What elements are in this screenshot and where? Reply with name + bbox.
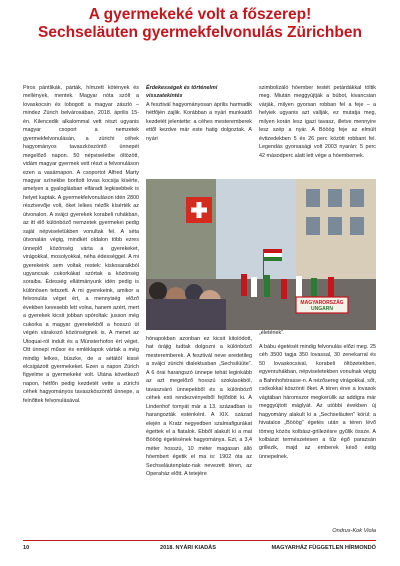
issue-label: 2018. NYÁRI KIADÁS xyxy=(160,545,216,551)
swiss-flag-icon xyxy=(186,197,212,223)
parade-photo xyxy=(146,179,376,330)
column-3-top-text: szimbolizáló hóember testét petárdákkal töltik meg. Miután meggyújtják a búbot, kivancsian várják, milyen gyorsan robban fel a feje – a helyiek ugyanis azt vallják, ez mutatja meg, milyen korán lesz igazi tavasz, illetve mennyire lesz szép a nyár. A Bööög feje az elmúlt évtizedekben 5 és 26 perc között robbant fel. Legendás gyorsasági volt 2003 nyarán: 5 perc 42 másodperc alatt lett vége a hóembernek. xyxy=(259,85,376,159)
column-3-top xyxy=(259,84,376,176)
column-2-bottom-text: hónapokban azonban ez kicsit kitolódott, hat órájig tudtak dolgozni a különböző mesteremberek. A fesztivál neve eredetileg a svájci zürichi dialektusban „Sechsilüüte”. A 6 órai harangszó ünnepe tehát leginkább az azt megelőző hosszú szokásokból, tavaszváró ünnepekből és a különböző céhek esti rendezvényeiből fejlődött ki. A Lindenhof tornyát már a 13. században is harangozták esténként. A XIX. század elején a Kratz negyedben szalmafigurákat égettek el a fiatalok. Ebből alakult ki a mai Bööög égetésének hagyománya. Ezt, a 3,4 méter hosszú, 10 méter magasan álló hóembert égetik el ma is: 1902 óta az Sechseläutenplatz-nak nevezett téren, az Operaház előtt. A tetejére xyxy=(146,336,252,478)
svg-text:UNGARN: UNGARN xyxy=(311,306,333,312)
parade-photo-illustration xyxy=(146,179,376,330)
section-heading: Érdekességek és történelmi visszatekintés xyxy=(146,85,218,100)
footer-divider xyxy=(23,540,376,541)
column-2-bottom xyxy=(146,335,252,540)
column-2-top-text: A fesztivál hagyományosan április harmadik hétfőjén zajlik. Korábban a nyári munkaidő kezdetét jelentette: a céhes mesteremberek ettől kezdve már este hatig dolgoztak. A nyári xyxy=(146,101,252,142)
article-title-line2: Sechseläuten gyermekfelvonulás Zürichben xyxy=(38,24,362,41)
article-title-line1: A gyermekeké volt a főszerep! xyxy=(88,6,312,23)
column-3-lead: „életének”. xyxy=(259,330,285,336)
column-1-text: Piros pántlikák, párták, hímzett kötények és mellények, mentek. Magyar nóta szólt a lovaskocsin és lobogott a magyar zászló – mindez Zürich belvárosában, 2018. április 15-én. Kilencedik alkalommal vett részt ugyanis magyar csoport a nemzetek gyermekfelvonulásán, a zürichi céhek hagyományos tavaszköszöntő ünnepét megelőző napon. 50 népviseletbe öltözött, vidám magyar gyermek vett részt a felvonuláson ezen a vasárnapon. A csoportot Alfred Marty magyar színekbe borított lovas kocsija kísérte, amelyen a gyaloglásban elfáradt legkisebbek is helyet kaptak. A gyermekfelvonuláson idén 2800 résztvevője volt, öket lelkes nézők kísérték az útvonalon. A svájci gyerekek korabeli ruhákban, az itt élő különböző nemzetek gyermekei pedig saját népviseletükben vonultak fel. A séta útvonalán végig, mindkét oldalon több ezres ünneplő közönség várta a gyerekeket, virágokkal, mosolyokkal, néha édességgel. A mi gyerekeink sem voltak restek: kiskosaraikból ugyancsak cukorkákat szórtak a közönség soraiba. Édesség ellátmányunk idén pedig is különösen tetszett. A mi gyerekeink, amikor a felvonulás véget ért, a mennyiség előző években kevesebb lett volna, hanem azért, mert a gyerekek kicsit jobban spóroltak: jusson még cukorka a magyar gyerekekből a hosszú út végén várakozó közönségnek is. A menet az Utoquai-ról indult és a Münsterhofon ért véget. Ott ünnepi műsor és emléklapok vártak a még mindig lelkes, büszke, de a sétától kissé elcsigázott gyermekeket. Ezen a napon Zürich figyelme a gyermekeké volt. Utána következő napon, hétfőn pedig kezdetét vette a zürichi céhek hagyományos tavaszköszöntő ünnepe, a felnőttek felvonulásával. xyxy=(23,85,139,404)
column-3-bottom-text: A bábu égetését mindig felvonulás előzi meg. 25 céh 3500 tagja 350 lovassal, 30 zenekarral és 50 lovaskocsival, korabeli öltözetekben, egyenruhákban, népviseletekben vonulnak végig a Bahnhofstrasse-n. A nézősereg virágokkal, sőt, csókokkal köszönti őket. A téren érve a lovasok vágtában háromszor megkerülik az addigra már meggyújtott máglyát. Az utóbbi években új hagyomány alakult ki a „Sechseläuten” körül: a hivatalos „Bööög” égetés után a téren lévő tömeg közös kolbász-grillezésre gyűlik össze. A kolbászt természetesen a tűz égő parazsán grillezik, majd az emberek késő estig ünnepelnek. xyxy=(259,344,376,460)
banner-text: MAGYARORSZÁG xyxy=(300,300,344,306)
banner xyxy=(296,297,348,313)
page-number: 10 xyxy=(23,545,30,551)
author-byline: Ondrus-Kok Viola xyxy=(332,528,376,534)
column-1 xyxy=(23,84,139,538)
column-2-top xyxy=(146,84,252,176)
publication-name: MAGYARHÁZ FÜGGETLEN HÍRMONDÓ xyxy=(271,545,376,551)
column-3-bottom xyxy=(259,343,376,521)
